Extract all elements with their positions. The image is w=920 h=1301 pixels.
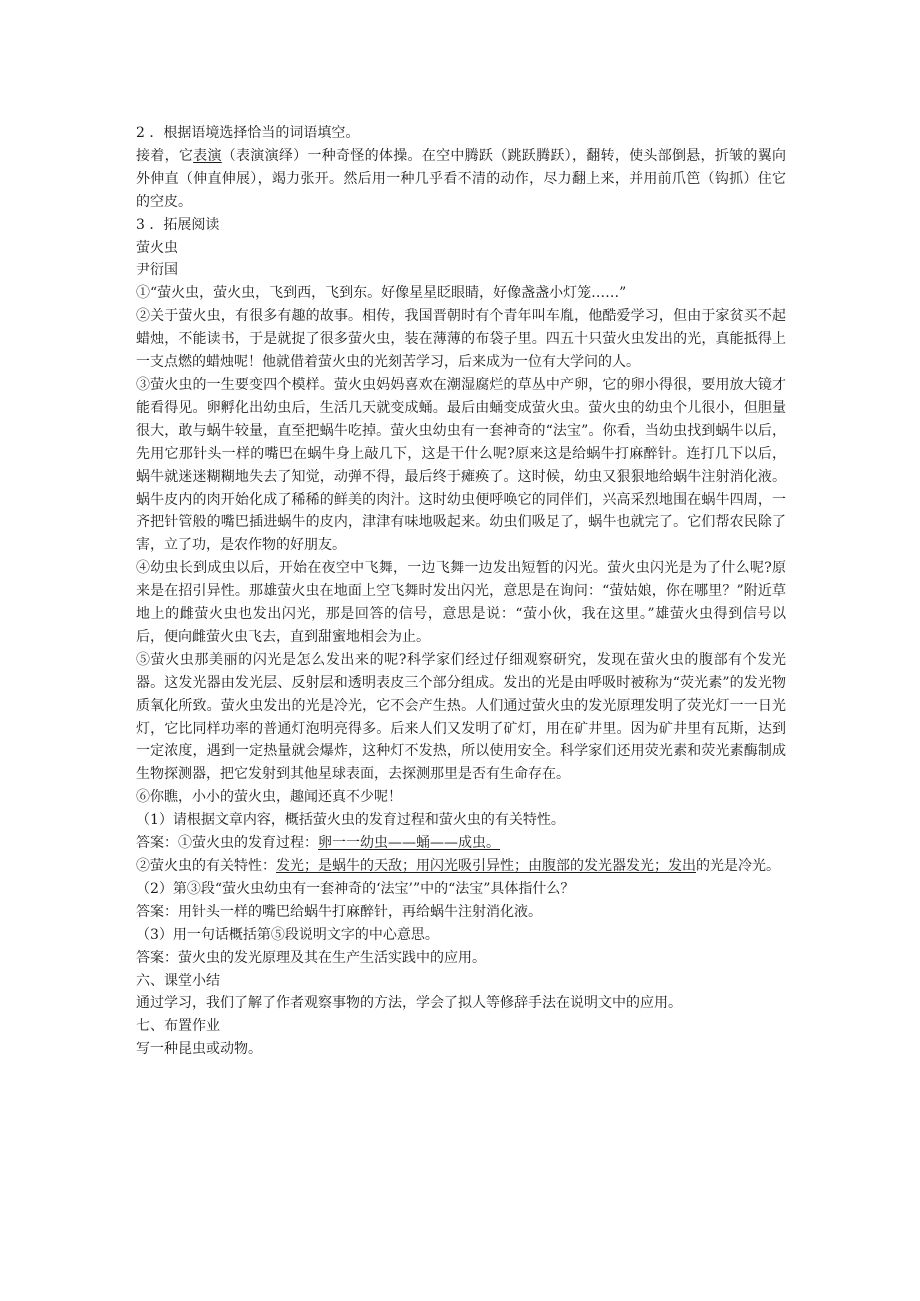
article-paragraph-4: ④幼虫长到成虫以后，开始在夜空中飞舞，一边飞舞一边发出短暂的闪光。萤火虫闪光是为了什么呢?原来是在招引异性。那雄萤火虫在地面上空飞舞时发出闪光，意思是在询问：“萤姑娘，你在哪里？”附近草地上的雌萤火虫也发出闪光，那是回答的信号，意思是说：“萤小伙，我在这里。”雄萤火虫得到信号以后，便向雌萤火虫飞去，直到甜蜜地相会为止。 [136,560,786,645]
section7-heading: 七、布置作业 [136,1018,220,1035]
answer-1b-underlined: 发光；是蜗牛的天敌；用闪光吸引异性；由腹部的发光器发光；发出 [276,858,696,874]
section2-text-rest: （表演演绎）一种奇怪的体操。在空中腾跃（跳跃腾跃），翻转，使头部倒悬，折皱的翼向外伸直（伸直伸展），竭力张开。然后用一种几乎看不清的动作，尽力翻上来，并用前爪笆（钩抓）住它的空皮。 [136,147,786,210]
article-paragraph-5: ⑤萤火虫那美丽的闪光是怎么发出来的呢?科学家们经过仔细观察研究，发现在萤火虫的腹部有个发光器。这发光器由发光层、反射层和透明表皮三个部分组成。发出的光是由呼吸时被称为“荧光素”的发光物质氧化所致。萤火虫发出的光是冷光，它不会产生热。人们通过萤火虫的发光原理发明了荧光灯一一日光灯，它比同样功率的普通灯泡明亮得多。后来人们又发明了矿灯，用在矿井里。因为矿井里有瓦斯，达到一定浓度，遇到一定热量就会爆炸，这种灯不发热，所以使用安全。科学家们还用荧光素和荧光素酶制成生物探测器，把它发射到其他星球表面，去探测那里是否有生命存在。 [136,651,786,783]
answer-1a [136,832,786,855]
fill-answer-biaoyan: 表演 [193,147,222,164]
article-paragraph-1: ①“萤火虫，萤火虫，飞到西，飞到东。好像星星眨眼睛，好像盏盏小灯笼……” [136,285,627,302]
article-author: 尹衍国 [136,262,178,279]
answer-3: 答案：萤火虫的发光原理及其在生产生活实践中的应用。 [136,949,486,966]
answer-1b [136,855,786,878]
section3-heading: 3 ．拓展阅读 [136,216,220,233]
question-1: （1）请根据文章内容，概括萤火虫的发育过程和萤火虫的有关特性。 [136,812,565,829]
section2-text-start: 接着，它 [136,147,194,164]
article-paragraph-6: ⑥你瞧，小小的萤火虫，趣闻还真不少呢！ [136,789,402,806]
section2-paragraph [136,145,786,214]
section2-heading: 2 ．根据语境选择恰当的词语填空。 [136,125,360,141]
answer-1b-prefix: ②萤火虫的有关特性： [136,858,276,874]
answer-1b-suffix: 的光是冷光。 [696,858,780,874]
question-2: （2）第③段“萤火虫幼虫有一套神奇的‘法宝’”中的“法宝”具体指什么？ [136,880,575,897]
answer-1a-prefix: 答案：①萤火虫的发育过程： [136,835,318,852]
question-3: （3）用一句话概括第⑤段说明文字的中心意思。 [136,926,439,943]
answer-1a-underlined: 卵一一幼虫——蛹——成虫。 [318,835,500,852]
article-paragraph-3: ③萤火虫的一生要变四个模样。萤火虫妈妈喜欢在潮湿腐烂的草丛中产卵，它的卵小得很，要用放大镜才能看得见。卵孵化出幼虫后，生活几天就变成蛹。最后由蛹变成萤火虫。萤火虫的幼虫个儿很小，但胆量很大，敢与蜗牛较量，直至把蜗牛吃掉。萤火虫幼虫有一套神奇的“法宝”。你看，当幼虫找到蜗牛以后，先用它那针头一样的嘴巴在蜗牛身上敲几下，这是干什么呢?原来这是给蜗牛打麻醉针。连打几下以后，蜗牛就迷迷糊糊地失去了知觉，动弹不得，最后终于瘫痪了。这时候，幼虫又狠狠地给蜗牛注射消化液。蜗牛皮内的肉开始化成了稀稀的鲜美的肉汁。这时幼虫便呼唤它的同伴们，兴高采烈地围在蜗牛四周，一齐把针管般的嘴巴插进蜗牛的皮内，津津有味地吸起来。幼虫们吸足了，蜗牛也就完了。它们帮农民除了害，立了功，是农作物的好朋友。 [136,376,786,554]
section7-text: 写一种昆虫或动物。 [136,1041,262,1058]
section6-text: 通过学习，我们了解了作者观察事物的方法，学会了拟人等修辞手法在说明文中的应用。 [136,995,682,1012]
section6-heading: 六、课堂小结 [136,972,220,989]
answer-2: 答案：用针头一样的嘴巴给蜗牛打麻醉针，再给蜗牛注射消化液。 [136,903,542,920]
article-paragraph-2: ②关于萤火虫，有很多有趣的故事。相传，我国晋朝时有个青年叫车胤，他酷爱学习，但由于家贫买不起蜡烛，不能读书，于是就捉了很多萤火虫，装在薄薄的布袋子里。四五十只萤火虫发出的光，真能抵得上一支点燃的蜡烛呢！他就借着萤火虫的光刻苦学习，后来成为一位有大学问的人。 [136,308,786,371]
article-title: 萤火虫 [136,239,178,256]
document-page [136,122,786,1061]
